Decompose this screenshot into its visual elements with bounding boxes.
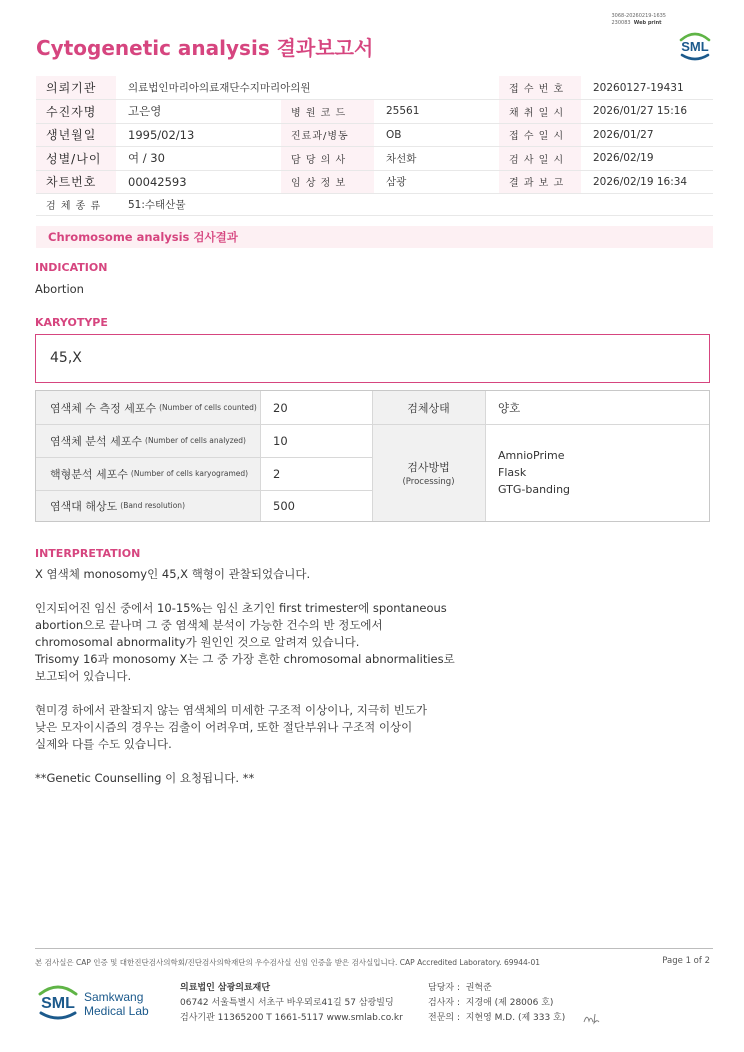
interpretation-line: 실제와 다를 수도 있습니다.	[35, 737, 172, 751]
info-label: 채 취 일 시	[499, 100, 581, 124]
info-value-patient-name: 고은영	[116, 100, 281, 124]
info-label: 진료과/병동	[281, 123, 374, 147]
processing-method: GTG-banding	[498, 483, 571, 496]
cells-analyzed-sublabel: (Number of cells analyzed)	[145, 436, 246, 445]
info-label: 검 사 일 시	[499, 147, 581, 171]
interpretation-line: abortion으로 끝나며 그 중 염색체 분석이 가능한 건수의 반 정도에서	[35, 618, 383, 632]
footer-logo-name1: Samkwang	[84, 990, 144, 1004]
signature-icon	[582, 1011, 602, 1025]
table-row-label	[36, 490, 260, 521]
sml-logo-icon	[677, 26, 713, 64]
interpretation-line: X 염색체 monosomy인 45,X 핵형이 관찰되었습니다.	[35, 567, 311, 581]
footer-divider	[35, 948, 713, 949]
document-code	[611, 13, 666, 27]
info-value-accession: 20260127-19431	[581, 76, 713, 100]
info-row	[36, 123, 713, 147]
specimen-state-value: 양호	[498, 400, 521, 415]
info-value-sex-age: 여 / 30	[116, 147, 281, 171]
cells-karyogramed-value: 2	[273, 466, 281, 481]
patient-info-table	[36, 76, 713, 216]
footer-logo-name2: Medical Lab	[84, 1004, 149, 1018]
specimen-state-label: 검체상태	[372, 391, 485, 424]
processing-method: Flask	[498, 466, 527, 479]
page-title: Cytogenetic analysis 결과보고서	[36, 36, 374, 60]
processing-label: 검사방법	[407, 460, 450, 474]
staff-role: 담당자 :	[428, 983, 460, 993]
staff-name: 권혁준	[465, 983, 492, 993]
info-label: 성별/나이	[36, 147, 116, 171]
processing-sublabel: (Processing)	[402, 476, 455, 487]
info-label: 병 원 코 드	[281, 100, 374, 124]
grid-line	[260, 391, 261, 521]
info-label: 수진자명	[36, 100, 116, 124]
info-row	[36, 194, 713, 216]
footer-logo-text: SML	[41, 995, 75, 1012]
info-value-specimen: 51:수태산물	[116, 194, 713, 216]
info-value-department: OB	[374, 123, 499, 147]
processing-method: AmnioPrime	[498, 449, 565, 462]
info-label: 검 체 종 류	[36, 194, 116, 216]
info-row	[36, 147, 713, 171]
indication-heading: INDICATION	[35, 261, 108, 274]
info-value-test-date: 2026/02/19	[581, 147, 713, 171]
org-name: 의료법인 삼광의료재단	[180, 983, 271, 993]
grid-line	[372, 424, 709, 425]
grid-line	[36, 424, 372, 425]
document-code-line2: 230083	[611, 20, 631, 26]
staff-role: 검사자 :	[428, 998, 460, 1008]
cells-counted-sublabel: (Number of cells counted)	[159, 403, 257, 412]
org-address: 06742 서울특별시 서초구 바우뫼로41길 57 삼광빌딩	[180, 998, 394, 1008]
cells-counted-label: 염색체 수 측정 세포수	[50, 401, 157, 415]
info-label: 임 상 정 보	[281, 170, 374, 194]
interpretation-line: 인지되어진 임신 중에서 10-15%는 임신 초기인 first trimester에 spontaneous	[35, 601, 447, 615]
info-value-collection-date: 2026/01/27 15:16	[581, 100, 713, 124]
interpretation-line: 현미경 하에서 관찰되지 않는 염색체의 미세한 구조적 이상이나, 지극히 빈도가	[35, 703, 428, 717]
info-label: 접 수 일 시	[499, 123, 581, 147]
analysis-table	[35, 390, 710, 522]
footer-org-info	[180, 981, 403, 1026]
band-resolution-label: 염색대 해상도	[50, 499, 118, 513]
sml-logo-text: SML	[681, 39, 709, 54]
grid-line	[36, 490, 372, 491]
info-row	[36, 170, 713, 194]
indication-text: Abortion	[35, 282, 84, 296]
samkwang-logo-icon	[38, 981, 158, 1025]
band-resolution-sublabel: (Band resolution)	[120, 501, 185, 510]
interpretation-line: Trisomy 16과 monosomy X는 그 중 가장 흔한 chromosomal abnormalities로	[35, 652, 455, 666]
accreditation-note: 본 검사실은 CAP 인증 및 대한진단검사의학회/진단검사의학재단의 우수검사실 신임 인증을 받은 검사실입니다. CAP Accredited Laboratory. 69944-01	[35, 958, 541, 967]
org-contact: 검사기관 11365200 T 1661-5117 www.smlab.co.kr	[180, 1013, 403, 1023]
interpretation-line: 보고되어 있습니다.	[35, 669, 132, 683]
table-row-label	[36, 457, 260, 490]
document-code-line1: 3068-20260219-1635	[611, 13, 666, 19]
info-value-birthdate: 1995/02/13	[116, 123, 281, 147]
table-row-label	[36, 424, 260, 457]
processing-values	[485, 424, 709, 521]
staff-name: 지경애 (제 28006 호)	[465, 998, 554, 1008]
info-label: 차트번호	[36, 170, 116, 194]
info-value-hospital-code: 25561	[374, 100, 499, 124]
processing-label-cell	[372, 424, 485, 521]
grid-line	[485, 391, 486, 521]
band-resolution-value: 500	[273, 498, 295, 513]
cells-karyogramed-sublabel: (Number of cells karyogramed)	[130, 469, 249, 478]
info-row	[36, 76, 713, 100]
info-label: 의뢰기관	[36, 76, 116, 100]
genetic-counselling-note: **Genetic Counselling 이 요청됩니다. **	[35, 771, 255, 785]
cells-karyogramed-label: 핵형분석 세포수	[50, 467, 128, 481]
grid-line	[36, 457, 372, 458]
interpretation-text	[35, 566, 495, 787]
info-value-report-date: 2026/02/19 16:34	[581, 170, 713, 194]
info-label: 담 당 의 사	[281, 147, 374, 171]
info-value-doctor: 차선화	[374, 147, 499, 171]
staff-role: 전문의 :	[428, 1013, 460, 1023]
info-value-institution: 의료법인마리아의료재단수지마리아의원	[116, 76, 499, 100]
info-row	[36, 100, 713, 124]
table-row-label	[36, 391, 260, 424]
info-label: 생년월일	[36, 123, 116, 147]
staff-name: 지현영 M.D. (제 333 호)	[465, 1013, 566, 1023]
cells-counted-value: 20	[273, 400, 288, 415]
web-print-label: Web print	[633, 20, 662, 26]
section-title: Chromosome analysis 검사결과	[36, 226, 713, 248]
info-label: 결 과 보 고	[499, 170, 581, 194]
interpretation-line: chromosomal abnormality가 원인인 것으로 알려져 있습니다.	[35, 635, 360, 649]
info-label: 접 수 번 호	[499, 76, 581, 100]
info-value-received-date: 2026/01/27	[581, 123, 713, 147]
cells-analyzed-value: 10	[273, 433, 288, 448]
footer-staff	[428, 981, 565, 1026]
grid-line	[372, 391, 373, 521]
karyotype-heading: KARYOTYPE	[35, 316, 108, 329]
info-value-clinical-info: 삼광	[374, 170, 499, 194]
interpretation-heading: INTERPRETATION	[35, 547, 141, 560]
info-value-chart-number: 00042593	[116, 170, 281, 194]
interpretation-line: 낮은 모자이시즘의 경우는 검출이 어려우며, 또한 절단부위나 구조적 이상이	[35, 720, 413, 734]
page-number: Page 1 of 2	[662, 956, 710, 966]
karyotype-box: 45,X	[35, 334, 710, 383]
cells-analyzed-label: 염색체 분석 세포수	[50, 434, 143, 448]
